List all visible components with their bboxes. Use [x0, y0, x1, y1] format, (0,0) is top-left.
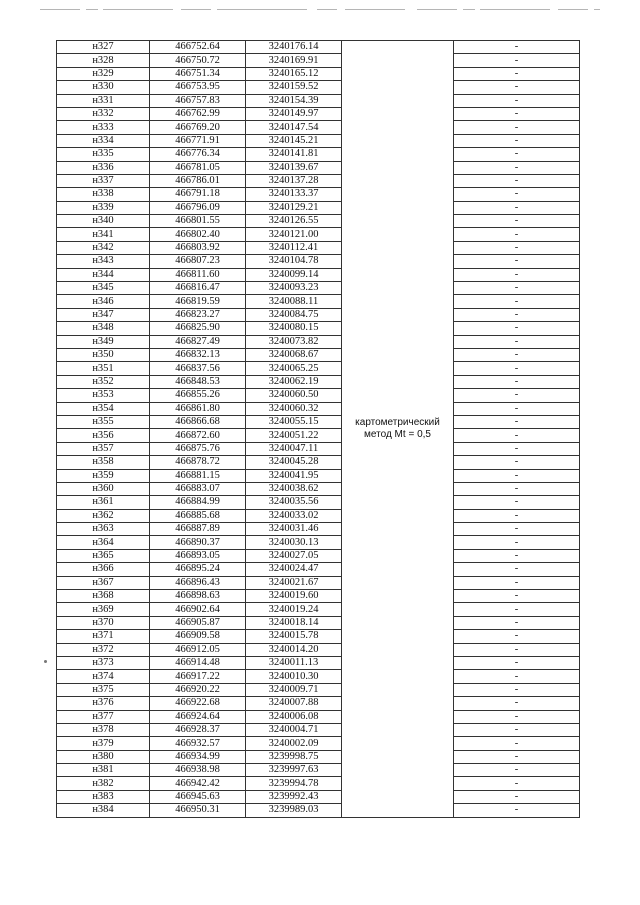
y-coordinate-cell: 3240139.67 [246, 161, 342, 174]
point-cell: н359 [57, 469, 150, 482]
note-cell: - [454, 54, 580, 67]
point-cell: н333 [57, 121, 150, 134]
note-cell: - [454, 750, 580, 763]
note-cell: - [454, 295, 580, 308]
y-coordinate-cell: 3240145.21 [246, 134, 342, 147]
y-coordinate-cell: 3240149.97 [246, 107, 342, 120]
table-row [57, 41, 580, 54]
table-row [57, 415, 580, 428]
table-row [57, 161, 580, 174]
x-coordinate-cell: 466902.64 [150, 603, 246, 616]
point-cell: н343 [57, 255, 150, 268]
table-row [57, 94, 580, 107]
point-cell: н351 [57, 362, 150, 375]
y-coordinate-cell: 3240099.14 [246, 268, 342, 281]
x-coordinate-cell: 466837.56 [150, 362, 246, 375]
x-coordinate-cell: 466884.99 [150, 496, 246, 509]
point-cell: н368 [57, 590, 150, 603]
x-coordinate-cell: 466938.98 [150, 764, 246, 777]
note-cell: - [454, 737, 580, 750]
table-row [57, 389, 580, 402]
point-cell: н378 [57, 723, 150, 736]
point-cell: н332 [57, 107, 150, 120]
point-cell: н348 [57, 322, 150, 335]
note-cell: - [454, 188, 580, 201]
point-cell: н340 [57, 215, 150, 228]
coordinates-table-body [57, 41, 580, 818]
point-cell: н334 [57, 134, 150, 147]
x-coordinate-cell: 466887.89 [150, 523, 246, 536]
y-coordinate-cell: 3240019.24 [246, 603, 342, 616]
table-row [57, 442, 580, 455]
x-coordinate-cell: 466771.91 [150, 134, 246, 147]
y-coordinate-cell: 3239997.63 [246, 764, 342, 777]
y-coordinate-cell: 3240004.71 [246, 723, 342, 736]
note-cell: - [454, 536, 580, 549]
note-cell: - [454, 228, 580, 241]
y-coordinate-cell: 3240027.05 [246, 549, 342, 562]
note-cell: - [454, 723, 580, 736]
note-cell: - [454, 375, 580, 388]
table-row [57, 523, 580, 536]
y-coordinate-cell: 3240021.67 [246, 576, 342, 589]
x-coordinate-cell: 466881.15 [150, 469, 246, 482]
x-coordinate-cell: 466803.92 [150, 241, 246, 254]
y-coordinate-cell: 3240154.39 [246, 94, 342, 107]
method-cell [342, 41, 454, 818]
note-cell: - [454, 509, 580, 522]
point-cell: н337 [57, 174, 150, 187]
y-coordinate-cell: 3240060.32 [246, 402, 342, 415]
table-row [57, 777, 580, 790]
table-row [57, 375, 580, 388]
x-coordinate-cell: 466942.42 [150, 777, 246, 790]
x-coordinate-cell: 466932.57 [150, 737, 246, 750]
point-cell: н358 [57, 456, 150, 469]
y-coordinate-cell: 3240080.15 [246, 322, 342, 335]
x-coordinate-cell: 466752.64 [150, 41, 246, 54]
x-coordinate-cell: 466796.09 [150, 201, 246, 214]
note-cell: - [454, 603, 580, 616]
table-row [57, 429, 580, 442]
x-coordinate-cell: 466762.99 [150, 107, 246, 120]
note-cell: - [454, 174, 580, 187]
point-cell: н344 [57, 268, 150, 281]
note-cell: - [454, 616, 580, 629]
point-cell: н373 [57, 656, 150, 669]
table-row [57, 482, 580, 495]
y-coordinate-cell: 3240024.47 [246, 563, 342, 576]
y-coordinate-cell: 3240126.55 [246, 215, 342, 228]
x-coordinate-cell: 466872.60 [150, 429, 246, 442]
y-coordinate-cell: 3240014.20 [246, 643, 342, 656]
table-row [57, 295, 580, 308]
y-coordinate-cell: 3240060.50 [246, 389, 342, 402]
x-coordinate-cell: 466920.22 [150, 683, 246, 696]
x-coordinate-cell: 466776.34 [150, 148, 246, 161]
point-cell: н338 [57, 188, 150, 201]
table-row [57, 308, 580, 321]
point-cell: н375 [57, 683, 150, 696]
point-cell: н327 [57, 41, 150, 54]
point-cell: н369 [57, 603, 150, 616]
y-coordinate-cell: 3240084.75 [246, 308, 342, 321]
point-cell: н330 [57, 81, 150, 94]
note-cell: - [454, 67, 580, 80]
y-coordinate-cell: 3240141.81 [246, 148, 342, 161]
table-row [57, 322, 580, 335]
table-row [57, 750, 580, 763]
x-coordinate-cell: 466945.63 [150, 790, 246, 803]
x-coordinate-cell: 466896.43 [150, 576, 246, 589]
x-coordinate-cell: 466914.48 [150, 656, 246, 669]
point-cell: н352 [57, 375, 150, 388]
x-coordinate-cell: 466753.95 [150, 81, 246, 94]
table-row [57, 549, 580, 562]
y-coordinate-cell: 3240038.62 [246, 482, 342, 495]
note-cell: - [454, 563, 580, 576]
x-coordinate-cell: 466924.64 [150, 710, 246, 723]
point-cell: н353 [57, 389, 150, 402]
note-cell: - [454, 255, 580, 268]
note-cell: - [454, 777, 580, 790]
method-text: картометрический метод Mt = 0,5 [355, 416, 440, 440]
y-coordinate-cell: 3240010.30 [246, 670, 342, 683]
y-coordinate-cell: 3240007.88 [246, 697, 342, 710]
table-row [57, 790, 580, 803]
point-cell: н342 [57, 241, 150, 254]
point-cell: н329 [57, 67, 150, 80]
y-coordinate-cell: 3239994.78 [246, 777, 342, 790]
y-coordinate-cell: 3239998.75 [246, 750, 342, 763]
x-coordinate-cell: 466791.18 [150, 188, 246, 201]
table-row [57, 268, 580, 281]
x-coordinate-cell: 466825.90 [150, 322, 246, 335]
table-row [57, 616, 580, 629]
table-row [57, 603, 580, 616]
x-coordinate-cell: 466875.76 [150, 442, 246, 455]
x-coordinate-cell: 466909.58 [150, 630, 246, 643]
x-coordinate-cell: 466934.99 [150, 750, 246, 763]
note-cell: - [454, 670, 580, 683]
x-coordinate-cell: 466848.53 [150, 375, 246, 388]
coordinates-table [56, 40, 580, 818]
x-coordinate-cell: 466769.20 [150, 121, 246, 134]
point-cell: н370 [57, 616, 150, 629]
x-coordinate-cell: 466819.59 [150, 295, 246, 308]
table-row [57, 496, 580, 509]
y-coordinate-cell: 3240112.41 [246, 241, 342, 254]
point-cell: н377 [57, 710, 150, 723]
note-cell: - [454, 402, 580, 415]
y-coordinate-cell: 3240019.60 [246, 590, 342, 603]
point-cell: н331 [57, 94, 150, 107]
x-coordinate-cell: 466893.05 [150, 549, 246, 562]
note-cell: - [454, 282, 580, 295]
table-row [57, 188, 580, 201]
table-row [57, 174, 580, 187]
note-cell: - [454, 362, 580, 375]
note-cell: - [454, 308, 580, 321]
note-cell: - [454, 496, 580, 509]
x-coordinate-cell: 466885.68 [150, 509, 246, 522]
note-cell: - [454, 456, 580, 469]
note-cell: - [454, 764, 580, 777]
table-row [57, 656, 580, 669]
y-coordinate-cell: 3240121.00 [246, 228, 342, 241]
note-cell: - [454, 121, 580, 134]
point-cell: н360 [57, 482, 150, 495]
note-cell: - [454, 81, 580, 94]
y-coordinate-cell: 3240176.14 [246, 41, 342, 54]
note-cell: - [454, 442, 580, 455]
point-cell: н347 [57, 308, 150, 321]
y-coordinate-cell: 3240033.02 [246, 509, 342, 522]
note-cell: - [454, 804, 580, 817]
y-coordinate-cell: 3240073.82 [246, 335, 342, 348]
y-coordinate-cell: 3239989.03 [246, 804, 342, 817]
x-coordinate-cell: 466905.87 [150, 616, 246, 629]
point-cell: н361 [57, 496, 150, 509]
x-coordinate-cell: 466781.05 [150, 161, 246, 174]
note-cell: - [454, 790, 580, 803]
x-coordinate-cell: 466807.23 [150, 255, 246, 268]
y-coordinate-cell: 3240031.46 [246, 523, 342, 536]
point-cell: н376 [57, 697, 150, 710]
table-row [57, 107, 580, 120]
y-coordinate-cell: 3240047.11 [246, 442, 342, 455]
y-coordinate-cell: 3240045.28 [246, 456, 342, 469]
point-cell: н379 [57, 737, 150, 750]
note-cell: - [454, 590, 580, 603]
note-cell: - [454, 268, 580, 281]
table-row [57, 348, 580, 361]
point-cell: н356 [57, 429, 150, 442]
x-coordinate-cell: 466832.13 [150, 348, 246, 361]
point-cell: н339 [57, 201, 150, 214]
table-row [57, 201, 580, 214]
note-cell: - [454, 549, 580, 562]
note-cell: - [454, 630, 580, 643]
note-cell: - [454, 335, 580, 348]
x-coordinate-cell: 466757.83 [150, 94, 246, 107]
note-cell: - [454, 161, 580, 174]
table-row [57, 509, 580, 522]
x-coordinate-cell: 466855.26 [150, 389, 246, 402]
note-cell: - [454, 94, 580, 107]
note-cell: - [454, 415, 580, 428]
note-cell: - [454, 348, 580, 361]
note-cell: - [454, 710, 580, 723]
table-row [57, 643, 580, 656]
y-coordinate-cell: 3240035.56 [246, 496, 342, 509]
x-coordinate-cell: 466801.55 [150, 215, 246, 228]
y-coordinate-cell: 3240133.37 [246, 188, 342, 201]
point-cell: н328 [57, 54, 150, 67]
table-row [57, 134, 580, 147]
y-coordinate-cell: 3240104.78 [246, 255, 342, 268]
table-row [57, 402, 580, 415]
y-coordinate-cell: 3240088.11 [246, 295, 342, 308]
y-coordinate-cell: 3240159.52 [246, 81, 342, 94]
point-cell: н350 [57, 348, 150, 361]
table-row [57, 576, 580, 589]
point-cell: н354 [57, 402, 150, 415]
x-coordinate-cell: 466883.07 [150, 482, 246, 495]
table-row [57, 456, 580, 469]
scan-speck [44, 660, 47, 663]
y-coordinate-cell: 3240041.95 [246, 469, 342, 482]
note-cell: - [454, 389, 580, 402]
table-row [57, 536, 580, 549]
x-coordinate-cell: 466898.63 [150, 590, 246, 603]
note-cell: - [454, 697, 580, 710]
table-row [57, 148, 580, 161]
y-coordinate-cell: 3240129.21 [246, 201, 342, 214]
y-coordinate-cell: 3240009.71 [246, 683, 342, 696]
y-coordinate-cell: 3240062.19 [246, 375, 342, 388]
table-row [57, 121, 580, 134]
x-coordinate-cell: 466928.37 [150, 723, 246, 736]
point-cell: н372 [57, 643, 150, 656]
table-row [57, 54, 580, 67]
point-cell: н362 [57, 509, 150, 522]
x-coordinate-cell: 466861.80 [150, 402, 246, 415]
y-coordinate-cell: 3240002.09 [246, 737, 342, 750]
y-coordinate-cell: 3240006.08 [246, 710, 342, 723]
x-coordinate-cell: 466802.40 [150, 228, 246, 241]
point-cell: н364 [57, 536, 150, 549]
point-cell: н381 [57, 764, 150, 777]
note-cell: - [454, 523, 580, 536]
table-row [57, 710, 580, 723]
x-coordinate-cell: 466878.72 [150, 456, 246, 469]
x-coordinate-cell: 466751.34 [150, 67, 246, 80]
table-row [57, 804, 580, 817]
note-cell: - [454, 469, 580, 482]
x-coordinate-cell: 466922.68 [150, 697, 246, 710]
note-cell: - [454, 107, 580, 120]
x-coordinate-cell: 466786.01 [150, 174, 246, 187]
note-cell: - [454, 322, 580, 335]
table-row [57, 737, 580, 750]
table-row [57, 215, 580, 228]
x-coordinate-cell: 466811.60 [150, 268, 246, 281]
table-row [57, 335, 580, 348]
y-coordinate-cell: 3240011.13 [246, 656, 342, 669]
note-cell: - [454, 41, 580, 54]
y-coordinate-cell: 3240030.13 [246, 536, 342, 549]
table-row [57, 563, 580, 576]
note-cell: - [454, 215, 580, 228]
point-cell: н357 [57, 442, 150, 455]
point-cell: н380 [57, 750, 150, 763]
point-cell: н374 [57, 670, 150, 683]
y-coordinate-cell: 3240169.91 [246, 54, 342, 67]
table-row [57, 255, 580, 268]
point-cell: н382 [57, 777, 150, 790]
point-cell: н363 [57, 523, 150, 536]
point-cell: н349 [57, 335, 150, 348]
point-cell: н341 [57, 228, 150, 241]
table-row [57, 630, 580, 643]
point-cell: н365 [57, 549, 150, 562]
table-row [57, 670, 580, 683]
table-row [57, 81, 580, 94]
x-coordinate-cell: 466827.49 [150, 335, 246, 348]
point-cell: н355 [57, 415, 150, 428]
point-cell: н366 [57, 563, 150, 576]
table-row [57, 697, 580, 710]
point-cell: н371 [57, 630, 150, 643]
table-row [57, 723, 580, 736]
table-row [57, 362, 580, 375]
point-cell: н335 [57, 148, 150, 161]
y-coordinate-cell: 3240051.22 [246, 429, 342, 442]
table-row [57, 764, 580, 777]
note-cell: - [454, 482, 580, 495]
table-row [57, 590, 580, 603]
y-coordinate-cell: 3239992.43 [246, 790, 342, 803]
table-row [57, 228, 580, 241]
x-coordinate-cell: 466890.37 [150, 536, 246, 549]
point-cell: н367 [57, 576, 150, 589]
table-row [57, 241, 580, 254]
scan-artifact-line [40, 8, 600, 11]
x-coordinate-cell: 466895.24 [150, 563, 246, 576]
x-coordinate-cell: 466750.72 [150, 54, 246, 67]
y-coordinate-cell: 3240147.54 [246, 121, 342, 134]
x-coordinate-cell: 466823.27 [150, 308, 246, 321]
note-cell: - [454, 201, 580, 214]
y-coordinate-cell: 3240015.78 [246, 630, 342, 643]
note-cell: - [454, 241, 580, 254]
table-row [57, 683, 580, 696]
note-cell: - [454, 683, 580, 696]
y-coordinate-cell: 3240068.67 [246, 348, 342, 361]
y-coordinate-cell: 3240165.12 [246, 67, 342, 80]
y-coordinate-cell: 3240055.15 [246, 415, 342, 428]
point-cell: н345 [57, 282, 150, 295]
x-coordinate-cell: 466866.68 [150, 415, 246, 428]
point-cell: н384 [57, 804, 150, 817]
note-cell: - [454, 429, 580, 442]
x-coordinate-cell: 466816.47 [150, 282, 246, 295]
point-cell: н346 [57, 295, 150, 308]
point-cell: н383 [57, 790, 150, 803]
table-row [57, 67, 580, 80]
note-cell: - [454, 134, 580, 147]
x-coordinate-cell: 466917.22 [150, 670, 246, 683]
table-row [57, 469, 580, 482]
table-row [57, 282, 580, 295]
note-cell: - [454, 656, 580, 669]
x-coordinate-cell: 466950.31 [150, 804, 246, 817]
note-cell: - [454, 148, 580, 161]
y-coordinate-cell: 3240018.14 [246, 616, 342, 629]
note-cell: - [454, 643, 580, 656]
y-coordinate-cell: 3240065.25 [246, 362, 342, 375]
x-coordinate-cell: 466912.05 [150, 643, 246, 656]
y-coordinate-cell: 3240137.28 [246, 174, 342, 187]
y-coordinate-cell: 3240093.23 [246, 282, 342, 295]
point-cell: н336 [57, 161, 150, 174]
note-cell: - [454, 576, 580, 589]
